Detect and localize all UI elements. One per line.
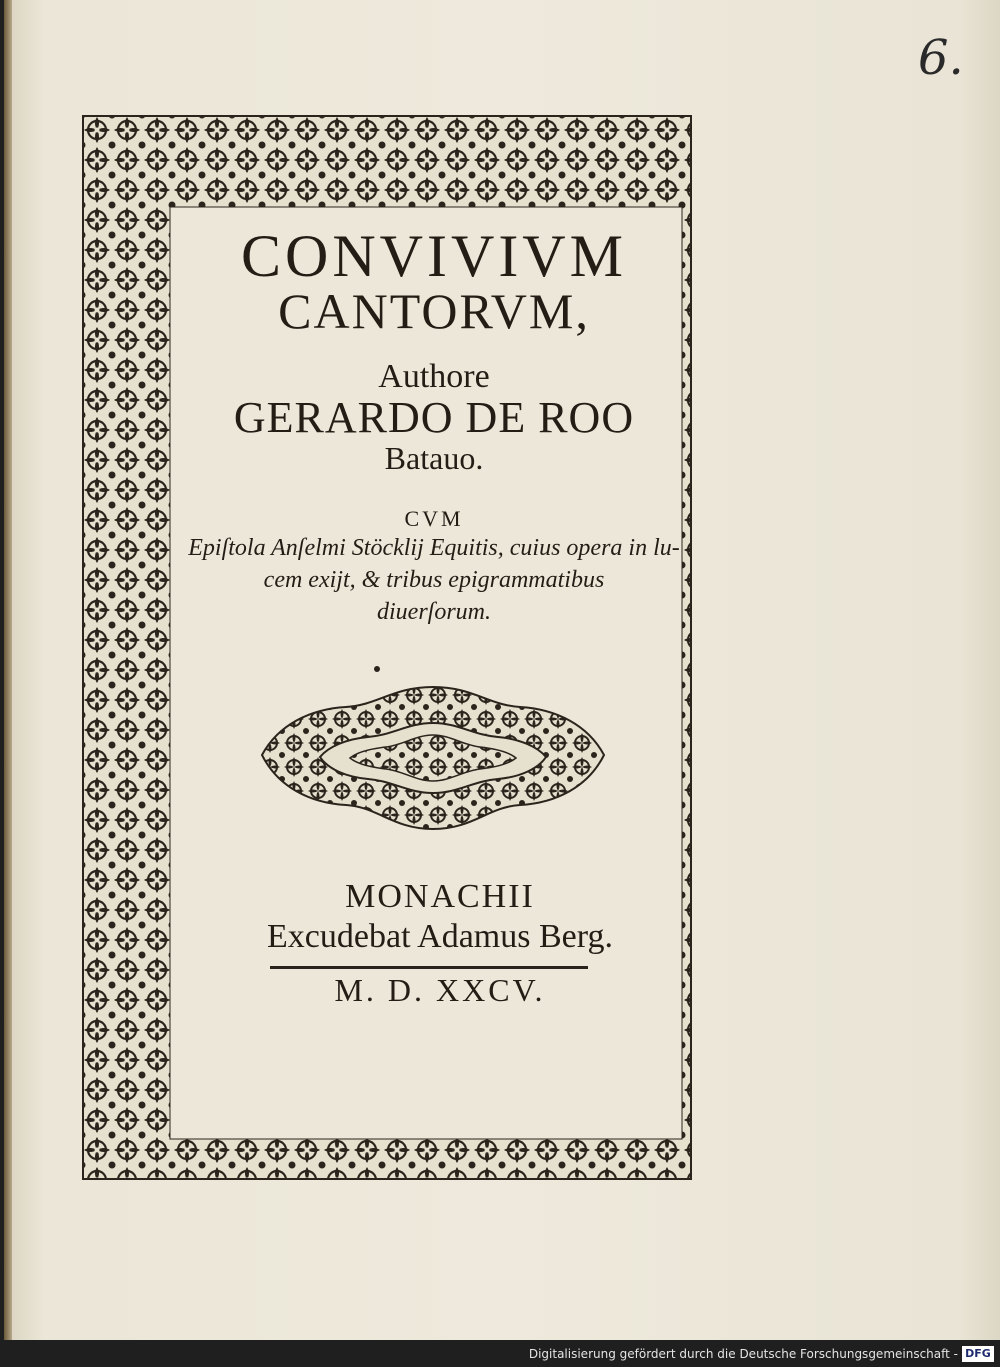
imprint-rule <box>270 966 588 969</box>
epistola-line-3: diuerſorum. <box>377 599 491 625</box>
title-line-convivium: CONVIVIVM <box>241 223 627 289</box>
author-origin: Batauo. <box>384 440 484 476</box>
epistola-line-1: Epiſtola Anſelmi Stöcklij Equitis, cuius opera in lu- <box>188 535 680 561</box>
cum-heading: CVM <box>404 506 464 531</box>
title-line-authore: Authore <box>378 358 490 395</box>
imprint-place: MONACHII <box>345 878 535 915</box>
author-name: GERARDO DE ROO <box>233 393 635 442</box>
imprint-printer: Excudebat Adamus Berg. <box>267 918 613 955</box>
folio-number: 6. <box>918 30 964 86</box>
epistola-text <box>178 532 690 628</box>
dfg-logo: DFG <box>962 1346 994 1362</box>
epistola-line-2: cem exijt, & tribus epigrammatibus <box>263 567 605 593</box>
printers-ornament-vignette <box>258 683 608 833</box>
ornament-dot <box>374 666 380 672</box>
title-line-cantorum: CANTORVM, <box>278 283 590 339</box>
digitization-credit: Digitalisierung gefördert durch die Deutsche Forschungsgemeinschaft - <box>528 1347 958 1361</box>
page-binding-edge <box>4 0 12 1340</box>
imprint-date: M. D. XXCV. <box>334 972 546 1008</box>
